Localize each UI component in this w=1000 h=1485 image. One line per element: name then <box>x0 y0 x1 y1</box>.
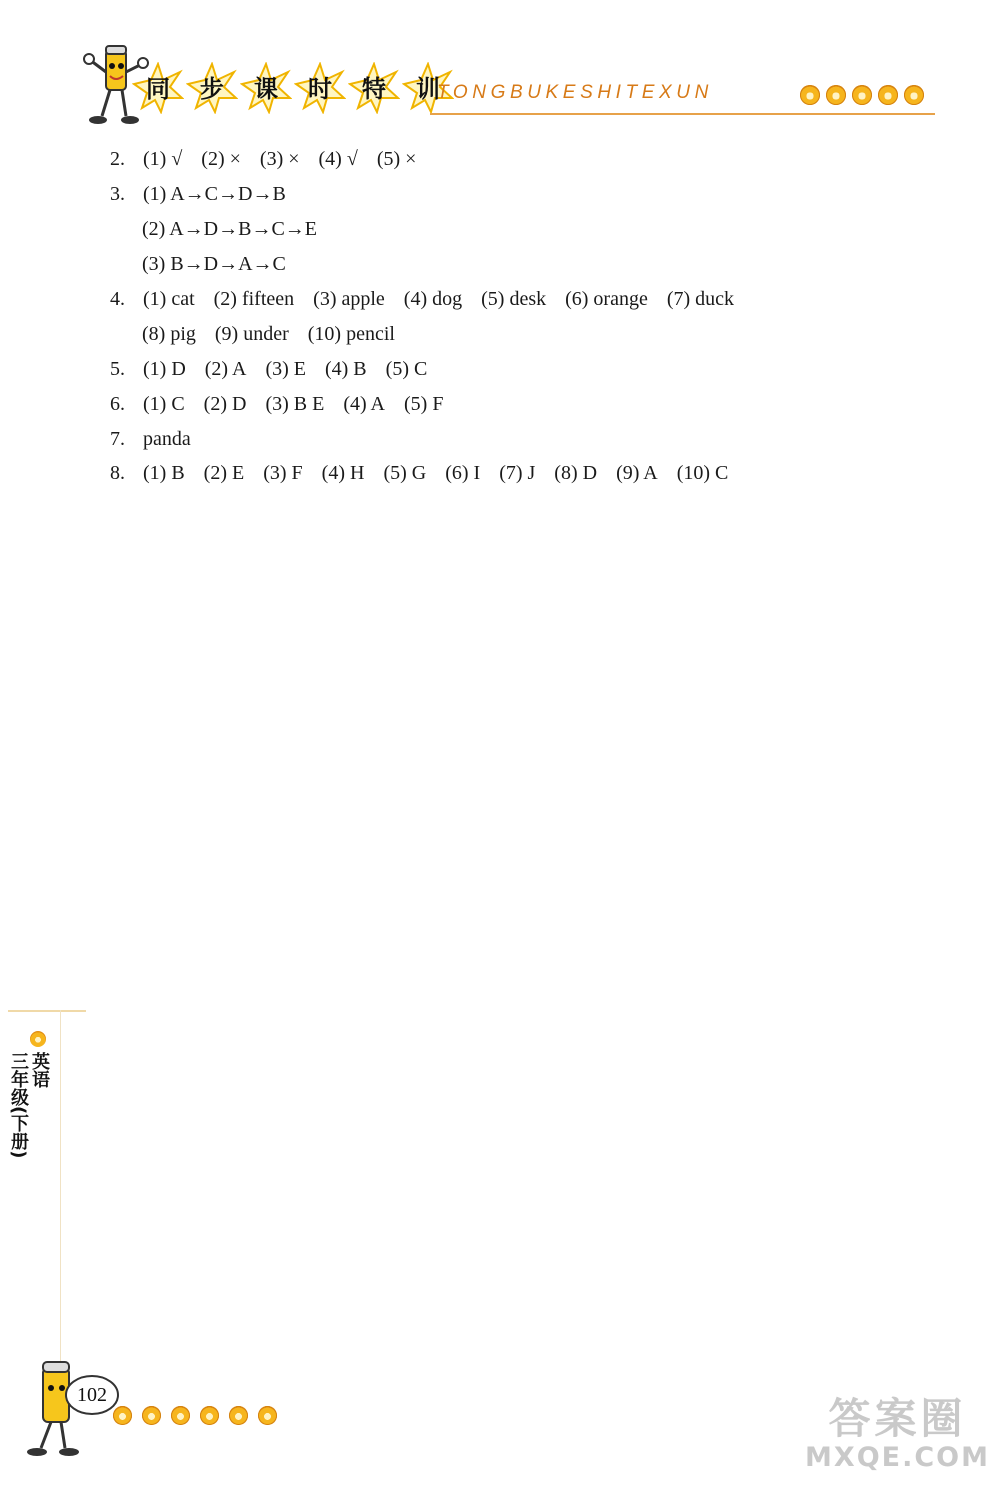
answer-item: (3) E <box>265 358 306 380</box>
decor-dot-icon <box>229 1406 248 1425</box>
decor-dot-icon <box>142 1406 161 1425</box>
decor-dot-icon <box>200 1406 219 1425</box>
answer-item: (9) A <box>616 462 658 484</box>
answer-item: (6) orange <box>565 288 648 310</box>
title-char: 时 <box>308 75 332 103</box>
answer-item: (4) A <box>343 393 385 415</box>
question-number: 5. <box>110 358 125 380</box>
watermark-logo-text: 答案圈 <box>828 1394 967 1443</box>
answer-item: (1) B <box>143 462 185 484</box>
decor-dot-icon <box>826 85 846 105</box>
answer-item: (1) A→C→D→B <box>143 183 286 205</box>
answer-q3 <box>110 183 300 206</box>
answer-item: (5) F <box>404 393 444 415</box>
question-number: 8. <box>110 462 125 484</box>
decor-dot-icon <box>171 1406 190 1425</box>
sidebar-subject: 英语 <box>29 1052 50 1088</box>
answer-item: panda <box>143 428 191 450</box>
series-pinyin: TONGBUKESHITEXUN <box>437 82 713 103</box>
title-star <box>294 62 346 114</box>
answer-item: (10) C <box>676 462 729 484</box>
answer-item: (1) √ <box>143 148 183 170</box>
question-number: 4. <box>110 288 125 310</box>
answer-item: (3) apple <box>313 288 385 310</box>
answer-item: (2) fifteen <box>213 288 295 310</box>
answer-q3-line2 <box>142 218 331 241</box>
title-char: 课 <box>254 75 278 103</box>
footer-dots <box>113 1406 277 1425</box>
answer-item: (10) pencil <box>307 323 395 345</box>
answer-item: (4) √ <box>318 148 358 170</box>
answer-item: (2) × <box>201 148 241 170</box>
title-star <box>348 62 400 114</box>
answer-item: (1) cat <box>143 288 195 310</box>
answer-item: (3) F <box>263 462 303 484</box>
answer-item: (8) D <box>554 462 598 484</box>
title-star <box>132 62 184 114</box>
answer-item: (2) E <box>203 462 245 484</box>
answer-item: (4) H <box>321 462 365 484</box>
answer-item: (4) dog <box>403 288 463 310</box>
decor-dot-icon <box>258 1406 277 1425</box>
title-star <box>186 62 238 114</box>
sidebar-grade: 三年级(下册) <box>8 1052 29 1159</box>
watermark <box>805 1386 990 1473</box>
question-number: 2. <box>110 148 125 170</box>
answer-item: (2) A <box>204 358 247 380</box>
answer-item: (1) D <box>143 358 186 380</box>
answer-q4 <box>110 288 748 311</box>
decor-dot-icon <box>800 85 820 105</box>
answer-item: (5) × <box>376 148 417 170</box>
title-char: 步 <box>200 75 224 103</box>
series-title <box>132 62 454 114</box>
sidebar-dot-icon <box>30 1031 46 1047</box>
answer-item: (2) D <box>203 393 247 415</box>
answer-item: (3) B→D→A→C <box>142 253 286 275</box>
page-number: 102 <box>77 1384 107 1406</box>
answer-item: (4) B <box>324 358 367 380</box>
answer-q2 <box>110 148 430 171</box>
title-char: 训 <box>416 75 440 103</box>
answer-item: (2) A→D→B→C→E <box>142 218 317 240</box>
decor-dot-icon <box>113 1406 132 1425</box>
sidebar-rule <box>60 1010 61 1370</box>
question-number: 3. <box>110 183 125 205</box>
answer-item: (5) G <box>383 462 427 484</box>
answer-item: (9) under <box>214 323 289 345</box>
title-star <box>240 62 292 114</box>
answer-q4-line2 <box>142 323 409 346</box>
title-char: 特 <box>362 75 386 103</box>
page-header <box>80 40 940 130</box>
answer-item: (5) desk <box>481 288 547 310</box>
answer-q8 <box>110 462 742 485</box>
answer-q7 <box>110 428 205 451</box>
title-char: 同 <box>146 75 170 103</box>
decor-dot-icon <box>904 85 924 105</box>
answer-item: (7) J <box>499 462 536 484</box>
answer-item: (3) B E <box>265 393 325 415</box>
question-number: 6. <box>110 393 125 415</box>
answer-item: (6) I <box>445 462 481 484</box>
decor-dot-icon <box>852 85 872 105</box>
sidebar-label <box>8 1052 50 1159</box>
header-dots <box>800 85 924 105</box>
watermark-url: MXQE.COM <box>805 1442 990 1473</box>
decor-dot-icon <box>878 85 898 105</box>
answer-item: (3) × <box>259 148 300 170</box>
answer-q5 <box>110 358 441 381</box>
answer-item: (1) C <box>143 393 185 415</box>
answer-q6 <box>110 393 457 416</box>
sidebar-divider <box>8 1010 86 1012</box>
header-divider <box>430 113 935 115</box>
answer-q3-line3 <box>142 253 300 276</box>
answer-item: (8) pig <box>142 323 196 345</box>
answer-item: (5) C <box>385 358 428 380</box>
answer-item: (7) duck <box>666 288 735 310</box>
question-number: 7. <box>110 428 125 450</box>
